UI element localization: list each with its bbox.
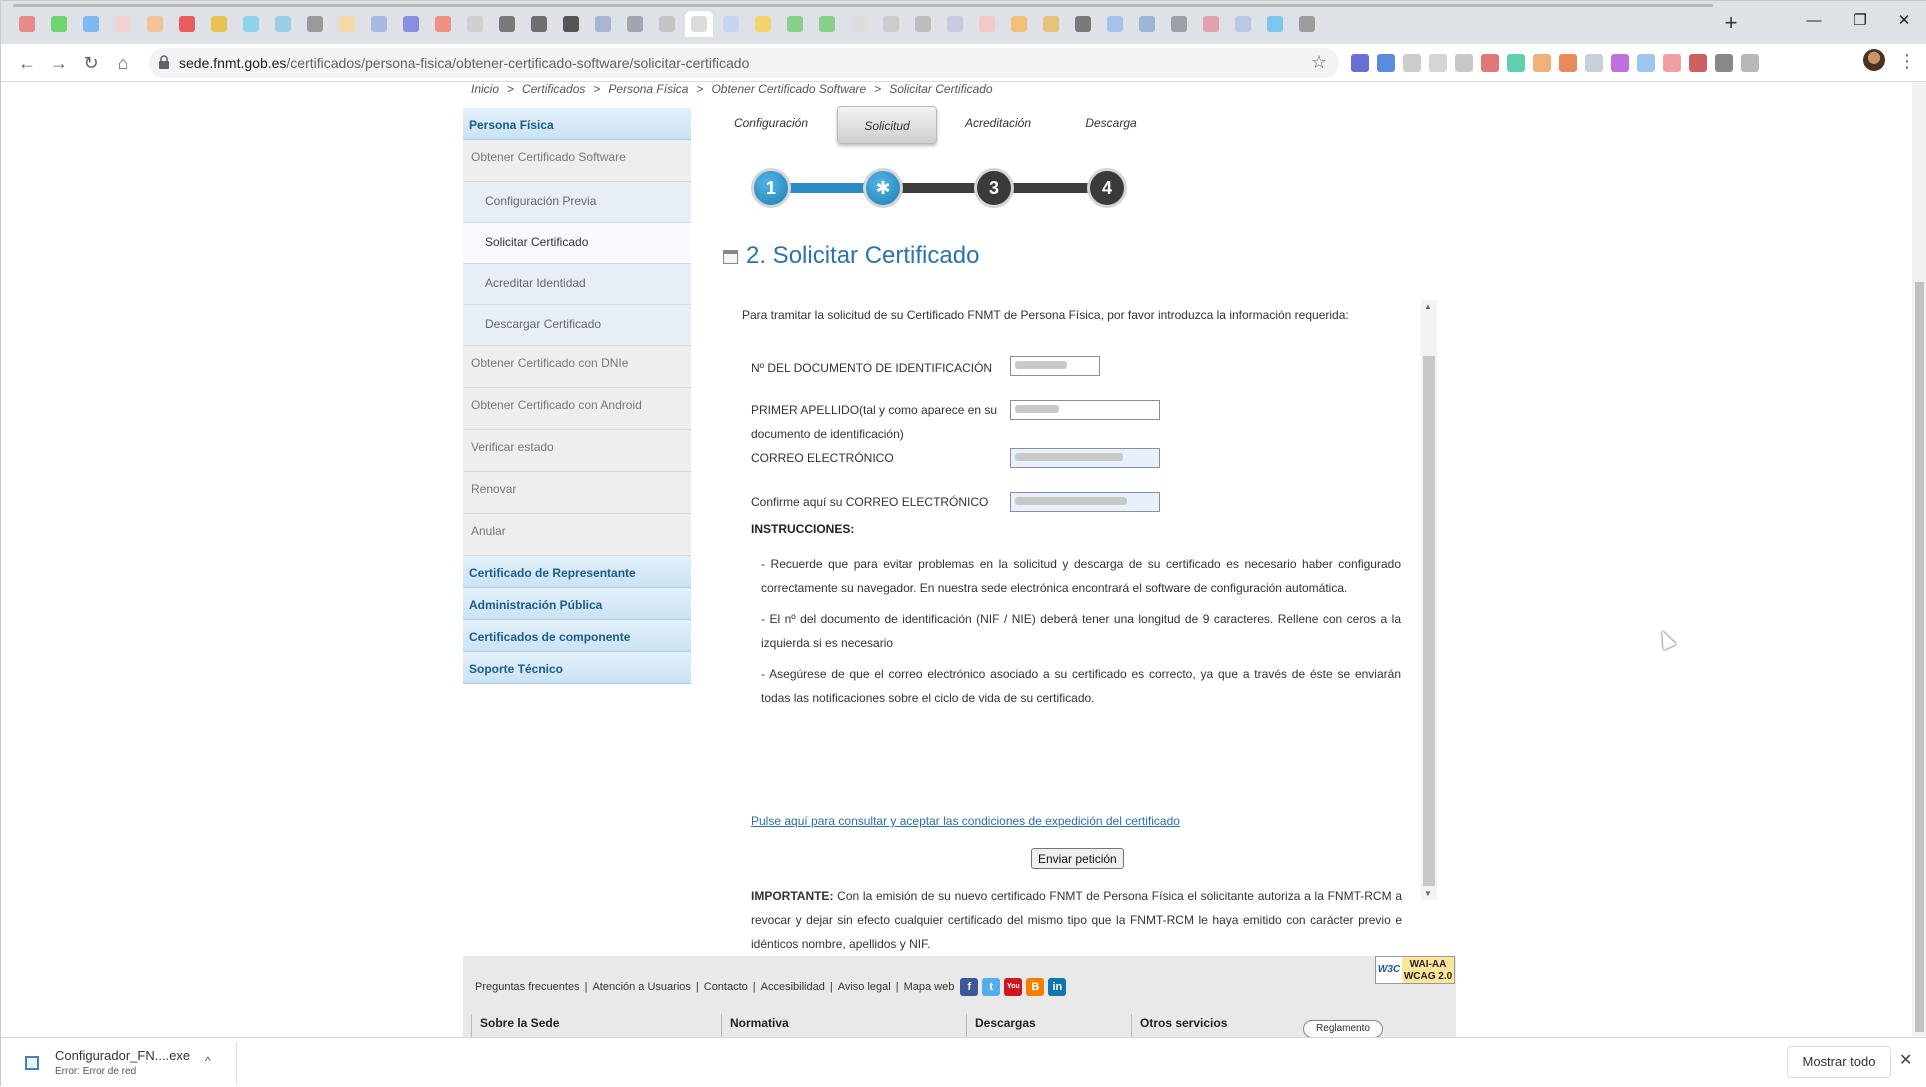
- tab-favicon-icon: [307, 16, 323, 32]
- wcag-aa-text: WAI-AA: [1409, 959, 1447, 970]
- extension-icon[interactable]: [1403, 54, 1421, 72]
- browser-tab[interactable]: [141, 11, 169, 37]
- footer-link-accesibilidad[interactable]: Accesibilidad: [760, 981, 825, 993]
- tab-favicon-icon: [659, 16, 675, 32]
- instructions-title: INSTRUCCIONES:: [751, 522, 855, 536]
- tab-favicon-icon: [1203, 16, 1219, 32]
- step-circle-2-active: ✱: [863, 168, 903, 208]
- tab-favicon-icon: [1171, 16, 1187, 32]
- form-scrollbar-thumb[interactable]: [1423, 356, 1435, 886]
- instruction-item: - El nº del documento de identificación (NIF / NIE) deberá tener una longitud de 9 caracteres. Rellene con ceros a la izquierda si es necesario: [761, 612, 1401, 650]
- breadcrumb-separator: >: [593, 82, 601, 96]
- scroll-down-icon[interactable]: ▼: [1424, 889, 1432, 898]
- close-window-button[interactable]: ✕: [1897, 12, 1911, 29]
- sidebar-category-administracion-publica[interactable]: Administración Pública: [463, 588, 691, 620]
- apellido-label-line2: documento de identificación): [751, 427, 904, 441]
- browser-tab[interactable]: [237, 11, 265, 37]
- url-host: sede.fnmt.gob.es: [179, 55, 287, 71]
- tab-favicon-icon: [627, 16, 643, 32]
- sidebar-subitem-solicitar-certificado[interactable]: Solicitar Certificado: [463, 223, 691, 264]
- step-label-configuracion: Configuración: [733, 116, 809, 130]
- browser-tab[interactable]: [781, 11, 809, 37]
- tab-favicon-icon: [531, 16, 547, 32]
- extension-icon[interactable]: [1351, 54, 1369, 72]
- browser-tab[interactable]: [589, 11, 617, 37]
- sidebar-item-android[interactable]: Obtener Certificado con Android: [463, 388, 691, 430]
- instruction-item: - Asegúrese de que el correo electrónico asociado a su certificado es correcto, ya que a través de éste se enviarán todas las notificaciones sobre el ciclo de vida de su certificado.: [761, 667, 1401, 705]
- download-bar: [1, 1037, 1926, 1087]
- profile-avatar[interactable]: [1863, 49, 1885, 71]
- reload-icon[interactable]: ↻: [83, 53, 99, 73]
- twitter-icon[interactable]: t: [982, 978, 1000, 996]
- browser-tab[interactable]: [269, 11, 297, 37]
- step-circle-3: 3: [974, 168, 1014, 208]
- footer-link-atencion[interactable]: Atención a Usuarios: [592, 981, 691, 993]
- tab-favicon-icon: [595, 16, 611, 32]
- tab-favicon-icon: [371, 16, 387, 32]
- breadcrumb-current: Solicitar Certificado: [889, 82, 993, 96]
- extension-icon[interactable]: [1741, 54, 1759, 72]
- extension-icon[interactable]: [1377, 54, 1395, 72]
- download-item[interactable]: [15, 1042, 237, 1084]
- sidebar-category-componente[interactable]: Certificados de componente: [463, 620, 691, 652]
- browser-tab[interactable]: [749, 11, 777, 37]
- sidebar-category-soporte-tecnico[interactable]: Soporte Técnico: [463, 652, 691, 684]
- tab-favicon-icon: [435, 16, 451, 32]
- sidebar: [463, 108, 691, 684]
- tab-favicon-icon: [211, 16, 227, 32]
- tab-list: [13, 11, 1321, 39]
- sidebar-item-obtener-software[interactable]: Obtener Certificado Software: [463, 140, 691, 182]
- lock-icon[interactable]: [159, 55, 169, 69]
- tab-favicon-icon: [1107, 16, 1123, 32]
- extension-icon[interactable]: [1507, 54, 1525, 72]
- extension-icon[interactable]: [1533, 54, 1551, 72]
- wcag-badge[interactable]: [1375, 956, 1455, 984]
- apellido-input[interactable]: [1010, 400, 1160, 420]
- forward-icon[interactable]: →: [50, 53, 68, 73]
- extension-icon[interactable]: [1481, 54, 1499, 72]
- breadcrumb-separator: >: [507, 82, 515, 96]
- footer-link-aviso-legal[interactable]: Aviso legal: [837, 981, 891, 993]
- browser-menu-icon[interactable]: ⋮: [1898, 51, 1916, 71]
- breadcrumb-certificados[interactable]: Certificados: [522, 82, 586, 96]
- step-label-descarga: Descarga: [1085, 116, 1137, 130]
- tab-favicon-icon: [851, 16, 867, 32]
- extensions-row: [1351, 54, 1759, 72]
- tab-favicon-icon: [915, 16, 931, 32]
- tab-favicon-icon: [179, 16, 195, 32]
- youtube-icon[interactable]: You: [1004, 978, 1022, 996]
- sidebar-item-verificar-estado[interactable]: Verificar estado: [463, 430, 691, 472]
- tab-strip: [1, 1, 1926, 44]
- tab-favicon-icon: [979, 16, 995, 32]
- minimize-button[interactable]: —: [1806, 12, 1822, 29]
- page-scrollbar-thumb[interactable]: [1915, 282, 1924, 1032]
- doc-id-input[interactable]: [1010, 356, 1100, 376]
- tab-favicon-icon: [1299, 16, 1315, 32]
- breadcrumb-obtener-software[interactable]: Obtener Certificado Software: [711, 82, 867, 96]
- address-bar[interactable]: [149, 48, 1339, 78]
- tab-favicon-icon: [787, 16, 803, 32]
- tab-favicon-icon: [467, 16, 483, 32]
- tab-favicon-icon: [243, 16, 259, 32]
- browser-tab[interactable]: [1229, 11, 1257, 37]
- browser-tab[interactable]: [333, 11, 361, 37]
- extension-icon[interactable]: [1689, 54, 1707, 72]
- social-links: [960, 978, 1066, 996]
- browser-tab[interactable]: [493, 11, 521, 37]
- browser-tab[interactable]: [1261, 11, 1289, 37]
- step-circle-4: 4: [1087, 168, 1127, 208]
- tab-favicon-icon: [115, 16, 131, 32]
- breadcrumb-separator: >: [696, 82, 704, 96]
- browser-tab[interactable]: [1133, 11, 1161, 37]
- reglamento-button[interactable]: Reglamento: [1303, 1020, 1383, 1037]
- mouse-cursor-icon: [1656, 628, 1676, 650]
- instruction-item: - Recuerde que para evitar problemas en la solicitud y descarga de su certificado es necesario haber configurado correctamente su navegador. En nuestra sede electrónica encontrará el software de configuración automática.: [761, 557, 1401, 595]
- tab-favicon-icon: [339, 16, 355, 32]
- browser-toolbar: [1, 44, 1926, 82]
- browser-tab[interactable]: [45, 11, 73, 37]
- browser-tab[interactable]: [1197, 11, 1225, 37]
- chevron-up-icon[interactable]: ^: [205, 1054, 211, 1068]
- browser-tab[interactable]: [1037, 11, 1065, 37]
- page-title-text: 2. Solicitar Certificado: [746, 242, 980, 269]
- breadcrumb-separator: >: [874, 82, 882, 96]
- browser-tab[interactable]: [1069, 11, 1097, 37]
- sidebar-item-renovar[interactable]: Renovar: [463, 472, 691, 514]
- facebook-icon[interactable]: f: [960, 978, 978, 996]
- browser-tab[interactable]: [973, 11, 1001, 37]
- sidebar-subitem-acreditar-identidad[interactable]: Acreditar Identidad: [463, 264, 691, 305]
- form-scrollbar[interactable]: [1421, 300, 1437, 900]
- new-tab-button[interactable]: +: [1724, 10, 1738, 35]
- sidebar-subitem-configuracion-previa[interactable]: Configuración Previa: [463, 182, 691, 223]
- browser-tab[interactable]: [813, 11, 841, 37]
- download-file-name: Configurador_FN....exe: [55, 1048, 191, 1063]
- wcag-version-text: WCAG 2.0: [1403, 971, 1453, 982]
- close-download-bar-icon[interactable]: ✕: [1899, 1052, 1913, 1069]
- browser-tab[interactable]: [525, 11, 553, 37]
- tab-favicon-icon: [1139, 16, 1155, 32]
- step-circle-1: 1: [751, 168, 791, 208]
- bookmark-star-icon[interactable]: ☆: [1310, 52, 1327, 72]
- scroll-up-icon[interactable]: ▲: [1424, 302, 1432, 311]
- browser-tab[interactable]: [1005, 11, 1033, 37]
- browser-tab[interactable]: [397, 11, 425, 37]
- tab-scroll-indicator: [13, 4, 1713, 7]
- breadcrumb-inicio[interactable]: Inicio: [471, 82, 500, 96]
- page-scrollbar[interactable]: [1912, 82, 1926, 1037]
- browser-tab[interactable]: [685, 11, 713, 37]
- show-all-downloads-button[interactable]: Mostrar todo: [1787, 1046, 1891, 1078]
- footer-col-normativa: Normativa: [721, 1014, 966, 1037]
- browser-tab[interactable]: [621, 11, 649, 37]
- browser-tab[interactable]: [845, 11, 873, 37]
- tab-favicon-icon: [1075, 16, 1091, 32]
- browser-tab[interactable]: [717, 11, 745, 37]
- browser-tab[interactable]: [1293, 11, 1321, 37]
- apellido-label-line1: PRIMER APELLIDO(tal y como aparece en su: [751, 403, 998, 417]
- extension-icon[interactable]: [1637, 54, 1655, 72]
- extension-icon[interactable]: [1559, 54, 1577, 72]
- sidebar-item-dnie[interactable]: Obtener Certificado con DNIe: [463, 346, 691, 388]
- url-path: /certificados/persona-fisica/obtener-certificado-software/solicitar-certificado: [286, 55, 750, 71]
- home-icon[interactable]: ⌂: [117, 53, 129, 73]
- browser-tab[interactable]: [77, 11, 105, 37]
- step-label-acreditacion: Acreditación: [964, 116, 1032, 130]
- sidebar-header-persona-fisica[interactable]: Persona Física: [463, 108, 691, 140]
- important-notice: [751, 884, 1402, 956]
- calendar-icon: [723, 250, 738, 264]
- linkedin-icon[interactable]: in: [1048, 978, 1066, 996]
- email-label: CORREO ELECTRÓNICO: [751, 451, 894, 465]
- send-request-button[interactable]: Enviar petición: [1031, 848, 1124, 869]
- doc-id-label: Nº DEL DOCUMENTO DE IDENTIFICACIÓN: [751, 361, 993, 375]
- important-text: Con la emisión de su nuevo certificado FNMT de Persona Física el solicitante autoriza a la FNMT-RCM a revocar y dejar sin efecto cualquier certificado del mismo tipo que la FNMT-RCM le haya emitido con carácter previo e idénticos nombre, apellidos y NIF.: [751, 889, 1402, 951]
- file-icon: [25, 1056, 39, 1070]
- browser-tab[interactable]: [461, 11, 489, 37]
- breadcrumb-persona-fisica[interactable]: Persona Física: [608, 82, 689, 96]
- sidebar-subitem-descargar-certificado[interactable]: Descargar Certificado: [463, 305, 691, 346]
- tab-favicon-icon: [19, 16, 35, 32]
- footer-links: Preguntas frecuentes | Atención a Usuarios | Contacto | Accesibilidad | Aviso legal | Mapa web f t You B in: [475, 978, 1066, 996]
- back-icon[interactable]: ←: [18, 53, 36, 73]
- browser-tab[interactable]: [429, 11, 457, 37]
- tab-favicon-icon: [691, 16, 707, 32]
- browser-tab[interactable]: [13, 11, 41, 37]
- footer-col-descargas: Descargas: [966, 1014, 1131, 1037]
- tab-favicon-icon: [755, 16, 771, 32]
- extension-icon[interactable]: [1663, 54, 1681, 72]
- browser-tab[interactable]: [877, 11, 905, 37]
- extension-icon[interactable]: [1585, 54, 1603, 72]
- tab-favicon-icon: [403, 16, 419, 32]
- extension-icon[interactable]: [1429, 54, 1447, 72]
- sidebar-category-representante[interactable]: Certificado de Representante: [463, 556, 691, 588]
- form-intro: Para tramitar la solicitud de su Certificado FNMT de Persona Física, por favor introduzca la información requerida:: [742, 308, 1349, 322]
- wcag-label: [1402, 957, 1454, 983]
- tab-favicon-icon: [499, 16, 515, 32]
- page-title: [723, 242, 979, 270]
- browser-tab[interactable]: [1165, 11, 1193, 37]
- footer-col-otros-servicios: Otros servicios: [1131, 1014, 1291, 1037]
- tab-favicon-icon: [51, 16, 67, 32]
- conditions-link[interactable]: Pulse aquí para consultar y aceptar las condiciones de expedición del certificado: [751, 814, 1180, 828]
- restore-button[interactable]: ❐: [1853, 12, 1867, 29]
- tab-favicon-icon: [723, 16, 739, 32]
- browser-tab[interactable]: [909, 11, 937, 37]
- tab-favicon-icon: [883, 16, 899, 32]
- email-confirm-label: Confirme aquí su CORREO ELECTRÓNICO: [751, 495, 989, 509]
- tab-favicon-icon: [1267, 16, 1283, 32]
- important-label: IMPORTANTE:: [751, 889, 834, 903]
- web-page: [1, 82, 1919, 1037]
- browser-tab[interactable]: [941, 11, 969, 37]
- footer-link-faq[interactable]: Preguntas frecuentes: [475, 981, 580, 993]
- browser-tab[interactable]: [173, 11, 201, 37]
- sidebar-item-anular[interactable]: Anular: [463, 514, 691, 556]
- browser-tab[interactable]: [109, 11, 137, 37]
- tab-favicon-icon: [147, 16, 163, 32]
- url-text[interactable]: [179, 55, 749, 71]
- browser-tab[interactable]: [557, 11, 585, 37]
- extension-icon[interactable]: [1611, 54, 1629, 72]
- footer-link-contacto[interactable]: Contacto: [703, 981, 748, 993]
- footer-link-mapa-web[interactable]: Mapa web: [903, 981, 955, 993]
- tab-favicon-icon: [819, 16, 835, 32]
- footer-col-sobre-la-sede: Sobre la Sede: [471, 1014, 721, 1037]
- tab-favicon-icon: [275, 16, 291, 32]
- breadcrumb: [471, 82, 993, 96]
- blogger-icon[interactable]: B: [1026, 978, 1044, 996]
- browser-tab[interactable]: [301, 11, 329, 37]
- w3c-logo: W3C: [1377, 964, 1401, 975]
- extension-icon[interactable]: [1715, 54, 1733, 72]
- tab-favicon-icon: [83, 16, 99, 32]
- email-input[interactable]: [1010, 448, 1160, 468]
- download-status: Error: Error de red: [55, 1066, 137, 1077]
- extension-icon[interactable]: [1455, 54, 1473, 72]
- browser-tab[interactable]: [653, 11, 681, 37]
- step-progress-track: [751, 183, 1121, 193]
- browser-tab[interactable]: [1101, 11, 1129, 37]
- browser-tab[interactable]: [365, 11, 393, 37]
- tab-favicon-icon: [1011, 16, 1027, 32]
- tab-favicon-icon: [1235, 16, 1251, 32]
- tab-favicon-icon: [947, 16, 963, 32]
- site-footer: [463, 956, 1456, 1037]
- step-label-solicitud: Solicitud: [837, 106, 937, 144]
- tab-favicon-icon: [1043, 16, 1059, 32]
- browser-tab[interactable]: [205, 11, 233, 37]
- tab-favicon-icon: [563, 16, 579, 32]
- step-wizard: [721, 102, 1141, 212]
- email-confirm-input[interactable]: [1010, 492, 1160, 512]
- request-form: [733, 300, 1439, 951]
